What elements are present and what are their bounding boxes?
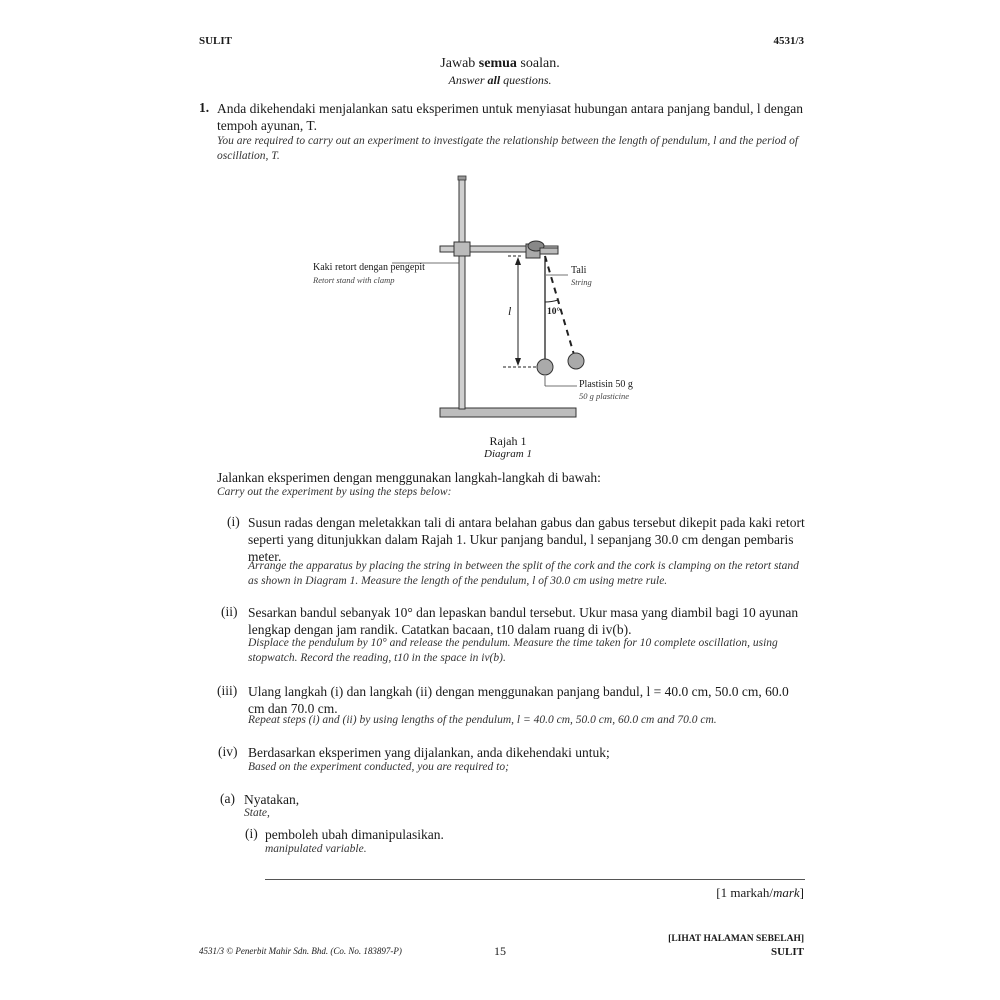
- label-length-l: l: [508, 304, 512, 318]
- label-plasticine-ms: Plastisin 50 g: [579, 379, 633, 390]
- label-angle: 10°: [547, 307, 561, 317]
- diagram-caption-ms: Rajah 1: [489, 434, 527, 448]
- step-iv-ms: Berdasarkan eksperimen yang dijalankan, anda dikehendaki untuk;: [248, 745, 610, 760]
- step-i-ms: Susun radas dengan meletakkan tali di antara belahan gabus dan gabus tersebut dikepit pada kaki retort seperti yang ditunjukkan dalam Rajah 1. Ukur panjang bandul, l sepanjang 30.0 cm dengan pembaris meter.: [248, 515, 805, 564]
- diagram-caption-en: Diagram 1: [484, 448, 532, 460]
- sub-i-en: manipulated variable.: [265, 843, 367, 855]
- question-text-en: You are required to carry out an experiment to investigate the relationship between the length of pendulum, l and the period of oscillation, T.: [217, 135, 799, 162]
- steps-intro-ms: Jalankan eksperimen dengan menggunakan langkah-langkah di bawah:: [217, 470, 601, 485]
- answer-line[interactable]: [265, 879, 805, 880]
- instruction-en: Answer all questions.: [448, 73, 552, 87]
- part-a-ms: Nyatakan,: [244, 792, 300, 807]
- step-ii-en: Displace the pendulum by 10° and release the pendulum. Measure the time taken for 10 complete oscillation, using stopwatch. Record the reading, t10 in the space in iv(b).: [248, 637, 778, 664]
- marks-label: [1 markah/mark]: [716, 885, 804, 900]
- label-plasticine-en: 50 g plasticine: [579, 391, 630, 401]
- step-number: (i): [227, 514, 240, 529]
- step-i-en: Arrange the apparatus by placing the string in between the split of the cork and the cork is clamping on the retort stand as shown in Diagram 1. Measure the length of the pendulum, l of 30.0 cm using metre rule.: [248, 560, 799, 587]
- header-paper-code: 4531/3: [773, 35, 804, 47]
- sub-i-ms: pemboleh ubah dimanipulasikan.: [265, 827, 444, 842]
- footer-copyright: 4531/3 © Penerbit Mahir Sdn. Bhd. (Co. No. 183897-P): [199, 946, 402, 956]
- part-a-en: State,: [244, 807, 270, 819]
- pendulum-diagram: [300, 170, 700, 425]
- label-string-en: String: [571, 277, 592, 287]
- header-classification: SULIT: [199, 35, 233, 47]
- label-string-ms: Tali: [571, 265, 587, 276]
- steps-intro-en: Carry out the experiment by using the steps below:: [217, 486, 452, 498]
- question-text-ms: Anda dikehendaki menjalankan satu eksperimen untuk menyiasat hubungan antara panjang bandul, l dengan tempoh ayunan, T.: [217, 101, 803, 133]
- footer-turn-page: [LIHAT HALAMAN SEBELAH]: [668, 934, 804, 944]
- instruction-ms: Jawab semua soalan.: [440, 56, 560, 71]
- step-number: (ii): [221, 604, 238, 619]
- label-retort-stand-en: Retort stand with clamp: [313, 275, 395, 285]
- page-number: 15: [494, 944, 506, 958]
- step-iii-ms: Ulang langkah (i) dan langkah (ii) dengan menggunakan panjang bandul, l = 40.0 cm, 50.0 cm, 60.0 cm dan 70.0 cm.: [248, 684, 789, 716]
- sub-i-number: (i): [245, 826, 258, 841]
- step-iv-en: Based on the experiment conducted, you are required to;: [248, 761, 509, 773]
- step-iii-en: Repeat steps (i) and (ii) by using lengths of the pendulum, l = 40.0 cm, 50.0 cm, 60.0 cm and 70.0 cm.: [248, 714, 717, 726]
- footer-classification: SULIT: [770, 946, 804, 958]
- step-number: (iv): [218, 744, 238, 759]
- part-a-number: (a): [220, 791, 235, 806]
- step-number: (iii): [217, 683, 238, 698]
- label-retort-stand-ms: Kaki retort dengan pengepit: [313, 262, 425, 273]
- question-number: 1.: [199, 100, 210, 115]
- step-ii-ms: Sesarkan bandul sebanyak 10° dan lepaskan bandul tersebut. Ukur masa yang diambil bagi 10 ayunan lengkap dengan jam randik. Catatkan bacaan, t10 dalam ruang di iv(b).: [248, 605, 799, 637]
